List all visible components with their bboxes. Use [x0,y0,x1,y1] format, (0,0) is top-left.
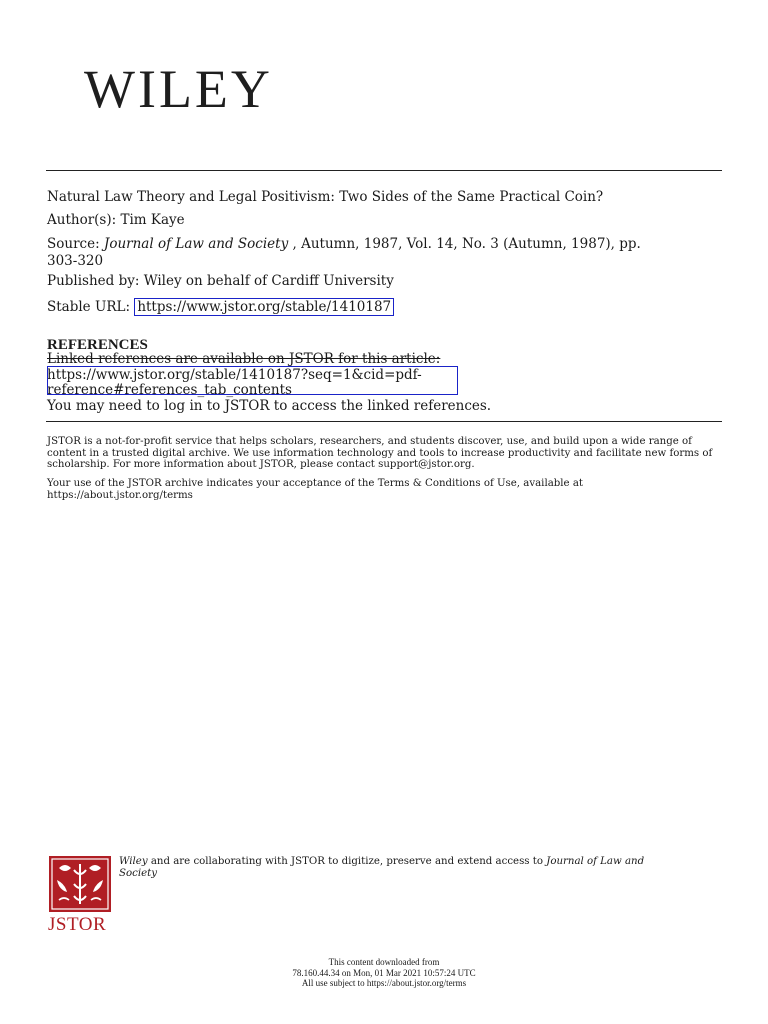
jstor-wordmark: JSTOR [48,914,107,935]
footer-line2: 78.160.44.34 on Mon, 01 Mar 2021 10:57:24 UTC [292,967,476,978]
references-heading: REFERENCES [47,337,148,353]
collab-journal: Journal of Law and Society [119,856,645,879]
article-title: Natural Law Theory and Legal Positivism: Two Sides of the Same Practical Coin? [47,189,604,205]
published-by: Published by: Wiley on behalf of Cardiff University [47,273,394,289]
stable-url-link[interactable]: https://www.jstor.org/stable/1410187 [134,298,394,316]
source-pages: 303-320 [47,253,104,269]
references-body [47,352,567,414]
wiley-logo: WILEY [84,59,273,119]
references-url-link-box[interactable] [47,366,458,395]
article-source [47,236,641,270]
collab-publisher: Wiley [119,856,148,867]
stable-url-row [47,299,394,316]
footer-line1: This content downloaded from [328,957,440,967]
references-url-line1[interactable]: https://www.jstor.org/stable/1410187?seq=1&cid=pdf- [47,366,422,383]
top-divider [46,170,722,171]
source-details: , Autumn, 1987, Vol. 14, No. 3 (Autumn, 1987), pp. [288,236,641,252]
stable-url-label: Stable URL: [47,299,135,315]
references-login-note: You may need to log in to JSTOR to access the linked references. [47,397,492,414]
references-url-line2[interactable]: reference#references_tab_contents [47,382,292,398]
download-footer [0,957,768,989]
references-intro: Linked references are available on JSTOR for this article: [47,351,441,367]
source-label: Source: [47,236,104,252]
jstor-notice: JSTOR is a not-for-profit service that helps scholars, researchers, and students discover, use, and build upon a wide range of content in a trusted digital archive. We use information technology and tools to increase productivity and facilitate new forms of scholarship. For more information about JSTOR, please contact support@jstor.org. [47,436,713,470]
collab-text: and are collaborating with JSTOR to digitize, preserve and extend access to [147,856,547,867]
jstor-emblem-icon [49,856,111,916]
collaboration-notice [119,856,679,880]
footer-line3: All use subject to https://about.jstor.org/terms [301,978,467,988]
terms-notice: Your use of the JSTOR archive indicates your acceptance of the Terms & Conditions of Use, available at https://about.jstor.org/terms [47,478,583,501]
references-divider [46,421,722,422]
article-authors: Author(s): Tim Kaye [47,212,185,228]
source-journal: Journal of Law and Society [103,236,289,252]
